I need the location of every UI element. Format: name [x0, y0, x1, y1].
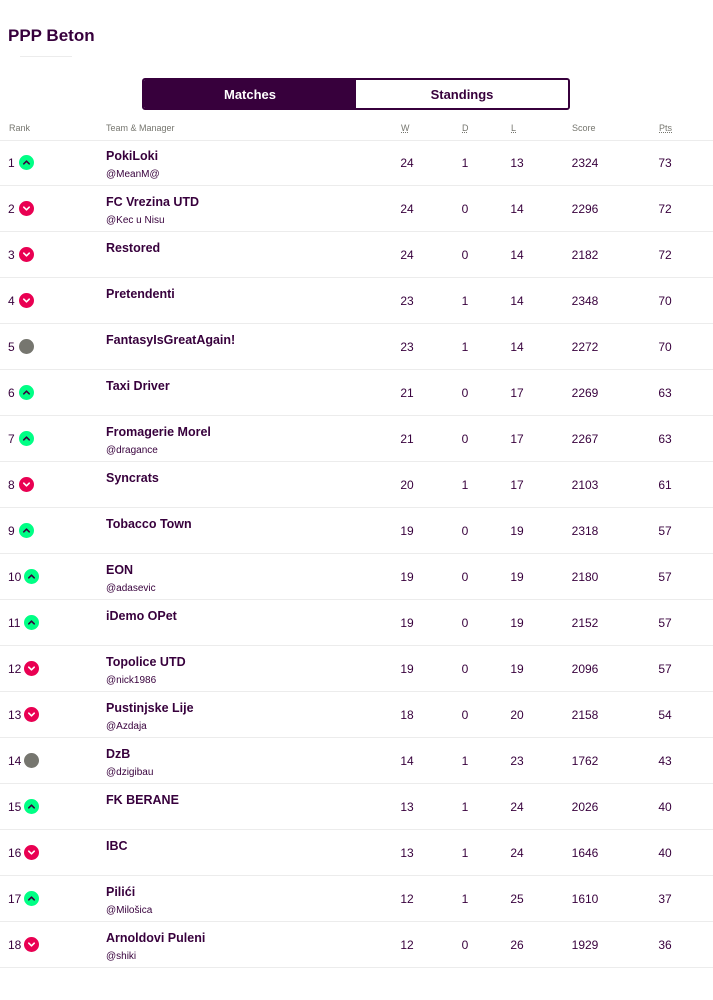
rank-value: 5	[8, 340, 15, 354]
rank-down-icon	[24, 707, 39, 722]
points-value: 70	[658, 294, 672, 308]
wins-value: 19	[400, 570, 414, 584]
table-row[interactable]	[0, 508, 713, 554]
table-row[interactable]	[0, 416, 713, 462]
rank-value: 10	[8, 570, 22, 584]
draws-column-header: D	[462, 123, 469, 133]
points-value: 70	[658, 340, 672, 354]
manager-name: @Kec u Nisu	[106, 215, 165, 226]
rank-down-icon	[19, 201, 34, 216]
draws-value: 0	[461, 202, 469, 216]
team-name-link[interactable]: Restored	[106, 241, 161, 255]
score-value: 2324	[571, 156, 599, 170]
manager-name: @dragance	[106, 445, 158, 456]
draws-value: 0	[461, 524, 469, 538]
table-header	[0, 118, 713, 141]
table-row[interactable]	[0, 784, 713, 830]
score-value: 1646	[571, 846, 599, 860]
score-value: 2269	[571, 386, 599, 400]
score-value: 2096	[571, 662, 599, 676]
rank-up-icon	[24, 891, 39, 906]
points-column-header: Pts	[659, 123, 673, 133]
team-name-link[interactable]: Taxi Driver	[106, 379, 170, 393]
score-value: 2267	[571, 432, 599, 446]
points-value: 63	[658, 386, 672, 400]
table-row[interactable]	[0, 370, 713, 416]
losses-value: 13	[510, 156, 524, 170]
losses-value: 14	[510, 202, 524, 216]
losses-value: 19	[510, 570, 524, 584]
manager-name: @Azdaja	[106, 721, 147, 732]
draws-value: 0	[461, 708, 469, 722]
table-row[interactable]	[0, 462, 713, 508]
tab-bar	[142, 78, 570, 110]
rank-value: 12	[8, 662, 22, 676]
wins-value: 24	[400, 248, 414, 262]
rank-value: 11	[8, 616, 21, 630]
score-value: 2272	[571, 340, 599, 354]
team-name-link[interactable]: FK BERANE	[106, 793, 179, 807]
score-value: 2158	[571, 708, 599, 722]
table-row[interactable]	[0, 278, 713, 324]
rank-down-icon	[24, 661, 39, 676]
draws-value: 1	[461, 478, 469, 492]
losses-value: 14	[510, 294, 524, 308]
losses-value: 14	[510, 248, 524, 262]
points-value: 54	[658, 708, 672, 722]
rank-up-icon	[19, 385, 34, 400]
score-value: 2026	[571, 800, 599, 814]
rank-value: 7	[8, 432, 15, 446]
team-name-link[interactable]: PokiLoki	[106, 149, 159, 163]
wins-value: 19	[400, 662, 414, 676]
table-row[interactable]	[0, 600, 713, 646]
losses-value: 20	[510, 708, 524, 722]
draws-value: 0	[461, 570, 469, 584]
rank-down-icon	[19, 477, 34, 492]
rank-down-icon	[24, 845, 39, 860]
rank-down-icon	[19, 247, 34, 262]
points-value: 57	[658, 570, 672, 584]
rank-value: 6	[8, 386, 15, 400]
points-value: 72	[658, 202, 672, 216]
losses-value: 14	[510, 340, 524, 354]
losses-value: 26	[510, 938, 524, 952]
draws-value: 1	[461, 340, 469, 354]
table-row[interactable]	[0, 738, 713, 784]
manager-name: @adasevic	[106, 583, 156, 594]
rank-value: 14	[8, 754, 22, 768]
team-name-link[interactable]: DzB	[106, 747, 131, 761]
team-name-link[interactable]: Syncrats	[106, 471, 159, 485]
losses-value: 19	[510, 524, 524, 538]
wins-value: 13	[400, 846, 414, 860]
team-name-link[interactable]: Tobacco Town	[106, 517, 192, 531]
points-value: 36	[658, 938, 672, 952]
team-name-link[interactable]: FC Vrezina UTD	[106, 195, 200, 209]
points-value: 57	[658, 662, 672, 676]
manager-name: @shiki	[106, 951, 137, 962]
points-value: 37	[658, 892, 672, 906]
points-value: 57	[658, 524, 672, 538]
wins-value: 13	[400, 800, 414, 814]
rank-value: 1	[8, 156, 15, 170]
team-name-link[interactable]: Arnoldovi Puleni	[106, 931, 206, 945]
wins-value: 24	[400, 202, 414, 216]
team-name-link[interactable]: EON	[106, 563, 134, 577]
rank-unchanged-icon	[24, 753, 39, 768]
score-value: 2296	[571, 202, 599, 216]
draws-value: 1	[461, 754, 469, 768]
rank-up-icon	[19, 523, 34, 538]
losses-value: 23	[510, 754, 524, 768]
rank-up-icon	[19, 431, 34, 446]
score-value: 1762	[571, 754, 599, 768]
draws-value: 0	[461, 432, 469, 446]
rank-unchanged-icon	[19, 339, 34, 354]
rank-up-icon	[24, 615, 39, 630]
table-row[interactable]	[0, 646, 713, 692]
score-value: 2348	[571, 294, 599, 308]
rank-value: 18	[8, 938, 22, 952]
table-row[interactable]	[0, 140, 713, 186]
score-column-header: Score	[572, 123, 596, 133]
score-value: 1610	[571, 892, 599, 906]
rank-value: 16	[8, 846, 22, 860]
score-value: 2182	[571, 248, 599, 262]
draws-value: 1	[461, 846, 469, 860]
standings-table	[0, 140, 713, 968]
draws-value: 0	[461, 386, 469, 400]
losses-value: 17	[510, 386, 524, 400]
draws-value: 0	[461, 248, 469, 262]
score-value: 2103	[571, 478, 599, 492]
tab-standings[interactable]: Standings	[356, 80, 568, 108]
wins-value: 12	[400, 892, 414, 906]
table-row[interactable]	[0, 324, 713, 370]
rank-down-icon	[24, 937, 39, 952]
points-value: 63	[658, 432, 672, 446]
rank-value: 17	[8, 892, 22, 906]
rank-value: 3	[8, 248, 15, 262]
rank-up-icon	[24, 799, 39, 814]
score-value: 1929	[571, 938, 599, 952]
manager-name: @Milošica	[106, 905, 153, 916]
wins-value: 21	[400, 432, 414, 446]
rank-value: 13	[8, 708, 22, 722]
losses-value: 24	[510, 846, 524, 860]
losses-value: 17	[510, 478, 524, 492]
rank-value: 4	[8, 294, 15, 308]
losses-column-header: L	[511, 123, 517, 133]
team-name-link[interactable]: Pilići	[106, 885, 136, 899]
draws-value: 1	[461, 156, 469, 170]
table-row[interactable]	[0, 922, 713, 968]
losses-value: 19	[510, 662, 524, 676]
rank-value: 2	[8, 202, 15, 216]
team-name-link[interactable]: FantasyIsGreatAgain!	[106, 333, 236, 347]
points-value: 43	[658, 754, 672, 768]
losses-value: 19	[510, 616, 524, 630]
draws-value: 0	[461, 938, 469, 952]
table-row[interactable]	[0, 692, 713, 738]
score-value: 2180	[571, 570, 599, 584]
losses-value: 25	[510, 892, 524, 906]
wins-value: 18	[400, 708, 414, 722]
team-name-link[interactable]: Pretendenti	[106, 287, 175, 301]
losses-value: 17	[510, 432, 524, 446]
wins-value: 19	[400, 524, 414, 538]
wins-column-header: W	[401, 123, 410, 133]
points-value: 61	[658, 478, 672, 492]
rank-value: 15	[8, 800, 22, 814]
table-row[interactable]	[0, 232, 713, 278]
draws-value: 0	[461, 616, 469, 630]
rank-up-icon	[19, 155, 34, 170]
manager-name: @MeanM@	[106, 169, 160, 180]
losses-value: 24	[510, 800, 524, 814]
manager-name: @nick1986	[106, 675, 157, 686]
rank-up-icon	[24, 569, 39, 584]
team-name-link[interactable]: Fromagerie Morel	[106, 425, 211, 439]
rank-column-header: Rank	[9, 123, 31, 133]
team-name-link[interactable]: Topolice UTD	[106, 655, 186, 669]
wins-value: 19	[400, 616, 414, 630]
score-value: 2152	[571, 616, 599, 630]
tab-matches[interactable]: Matches	[144, 80, 356, 108]
draws-value: 1	[461, 892, 469, 906]
points-value: 72	[658, 248, 672, 262]
draws-value: 1	[461, 800, 469, 814]
wins-value: 23	[400, 294, 414, 308]
points-value: 73	[658, 156, 672, 170]
score-value: 2318	[571, 524, 599, 538]
manager-name: @dzigibau	[106, 767, 154, 778]
points-value: 57	[658, 616, 672, 630]
wins-value: 12	[400, 938, 414, 952]
title-divider	[20, 56, 72, 57]
wins-value: 23	[400, 340, 414, 354]
league-title: PPP Beton	[8, 26, 95, 45]
team-manager-column-header: Team & Manager	[106, 123, 175, 133]
wins-value: 14	[400, 754, 414, 768]
table-row[interactable]	[0, 554, 713, 600]
wins-value: 21	[400, 386, 414, 400]
table-row[interactable]	[0, 876, 713, 922]
rank-value: 8	[8, 478, 15, 492]
rank-down-icon	[19, 293, 34, 308]
table-row[interactable]	[0, 186, 713, 232]
wins-value: 24	[400, 156, 414, 170]
team-name-link[interactable]: iDemo OPet	[106, 609, 177, 623]
team-name-link[interactable]: IBC	[106, 839, 128, 853]
table-row[interactable]	[0, 830, 713, 876]
points-value: 40	[658, 846, 672, 860]
wins-value: 20	[400, 478, 414, 492]
points-value: 40	[658, 800, 672, 814]
rank-value: 9	[8, 524, 15, 538]
draws-value: 0	[461, 662, 469, 676]
draws-value: 1	[461, 294, 469, 308]
team-name-link[interactable]: Pustinjske Lije	[106, 701, 194, 715]
